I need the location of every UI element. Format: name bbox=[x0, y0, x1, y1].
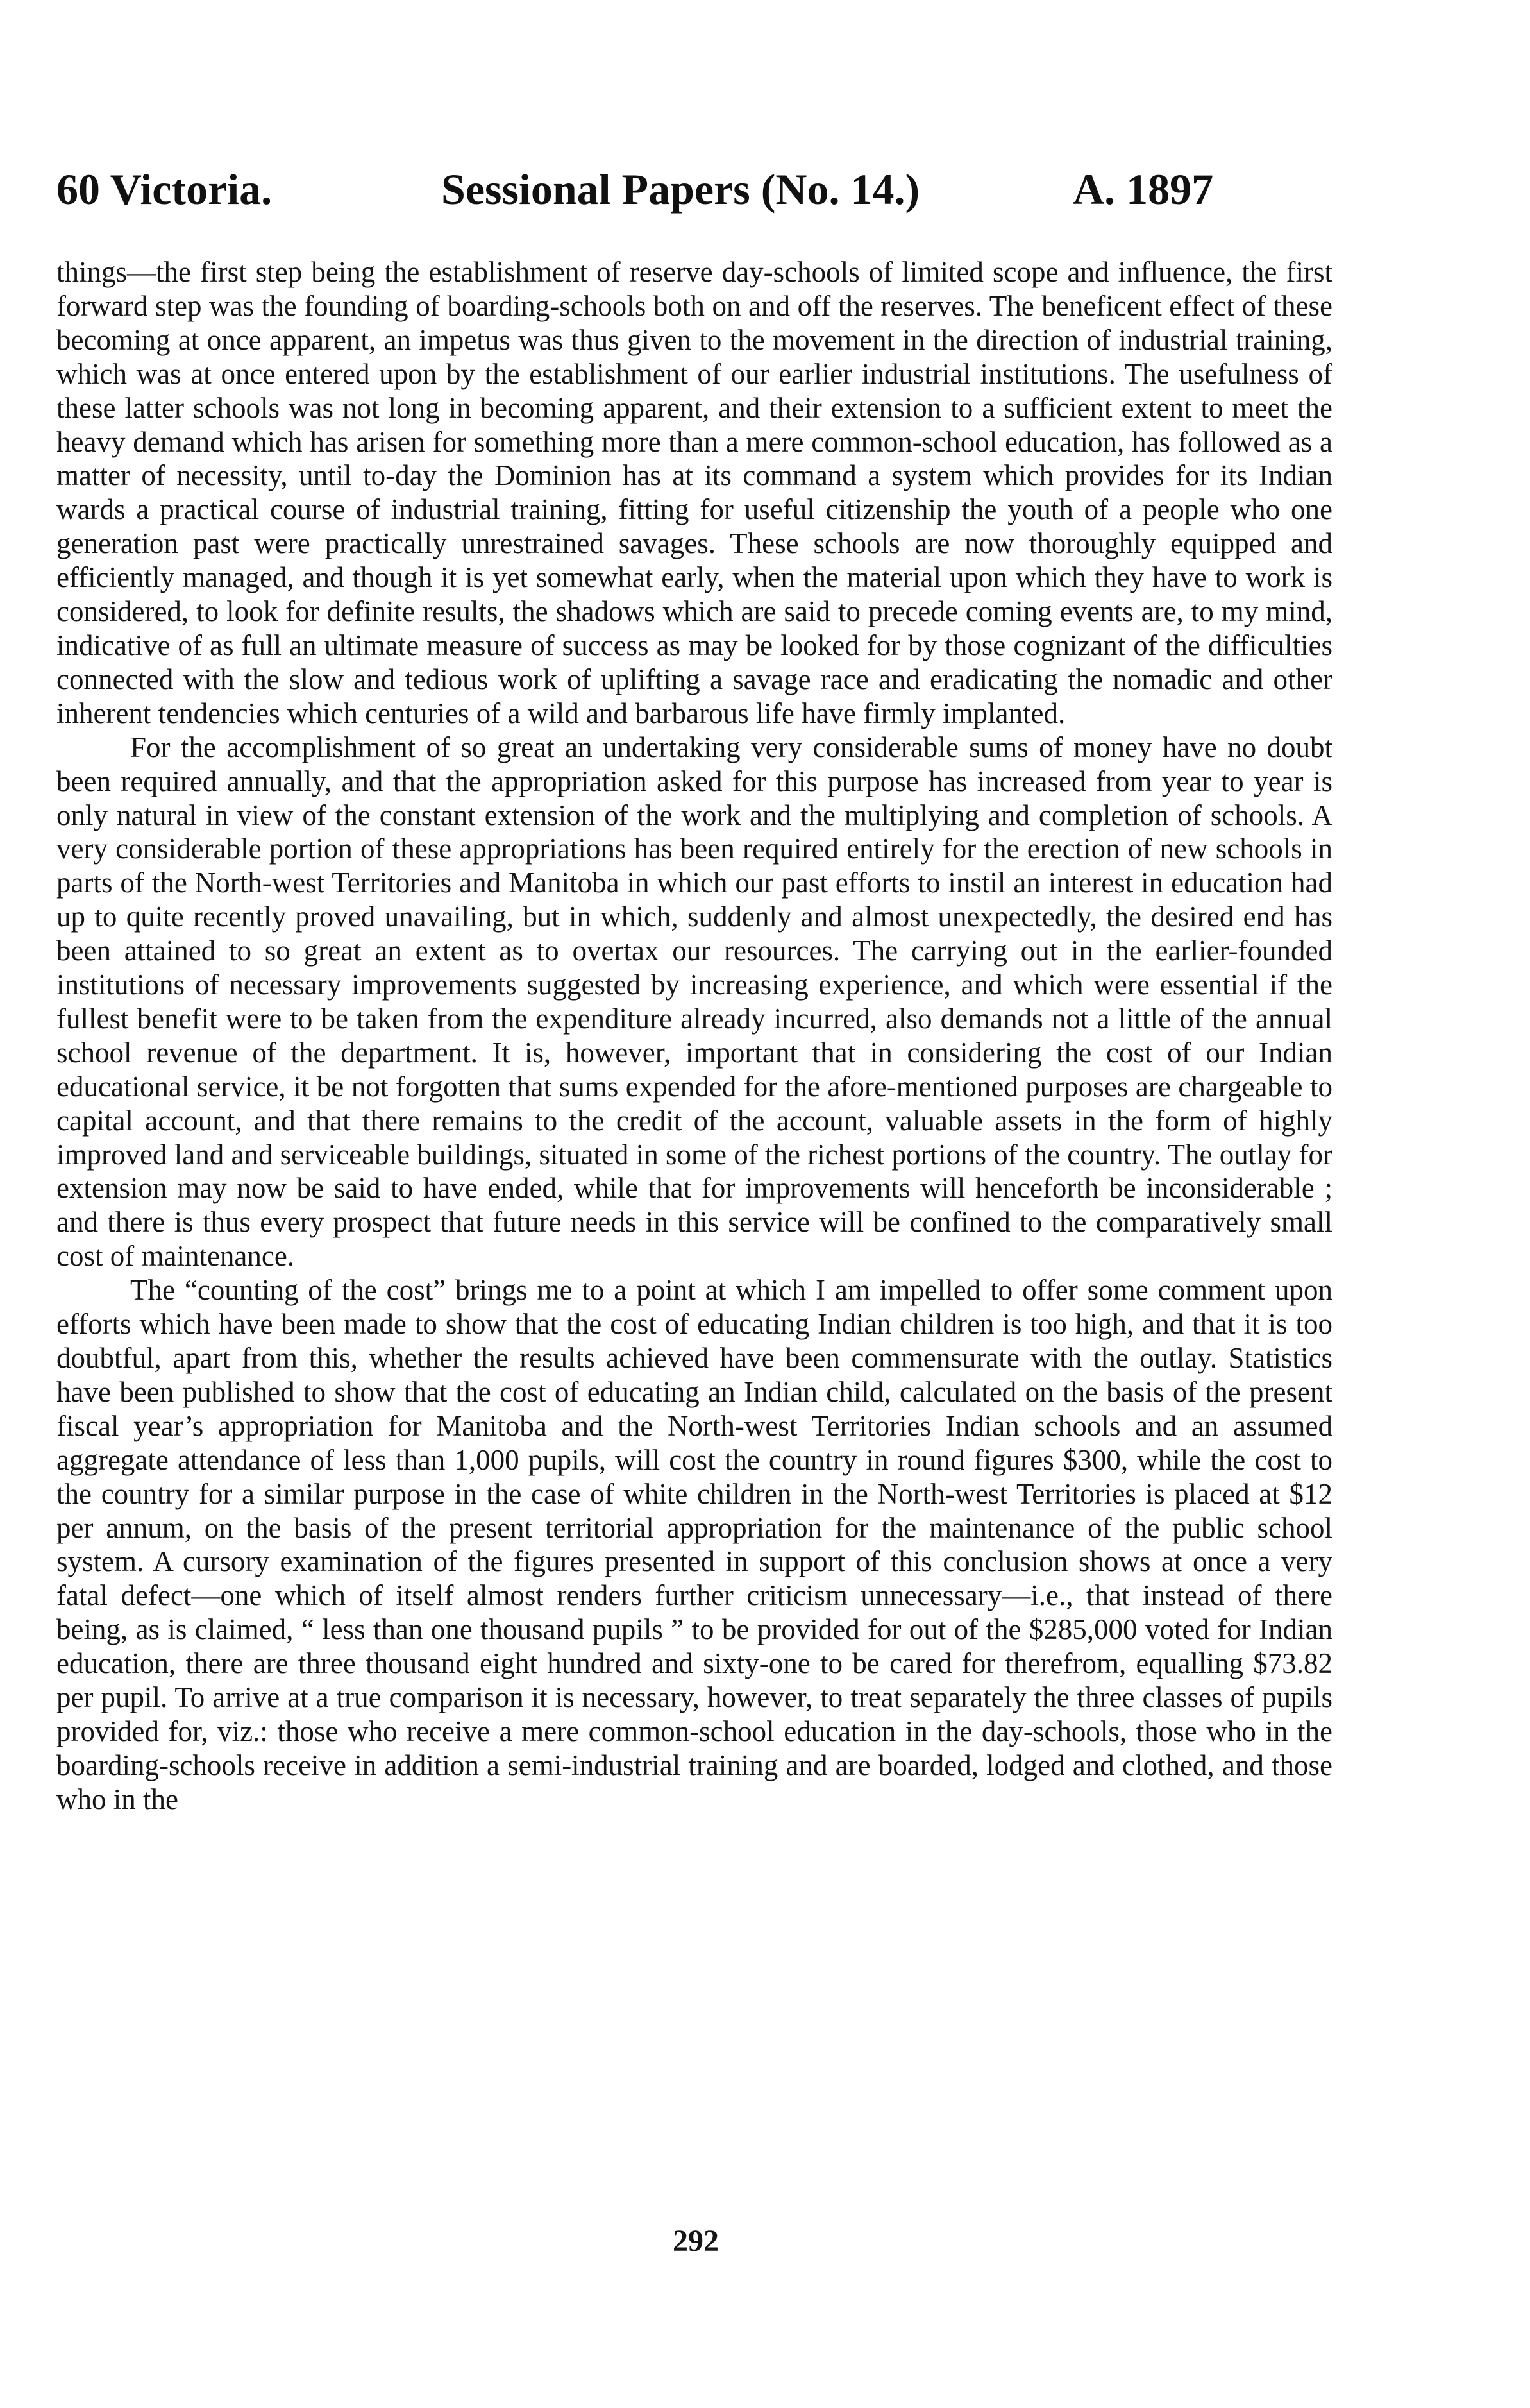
header-year: A. 1897 bbox=[1073, 165, 1214, 214]
running-header bbox=[56, 160, 1339, 218]
body-text bbox=[56, 255, 1332, 1817]
paragraph-3: The “counting of the cost” brings me to a point at which I am impelled to offer some comment upon efforts which have been made to show that the cost of educating Indian children is too high, and that it is too doubtful, apart from this, whether the results achieved have been commensurate with the outlay. Statistics have been published to show that the cost of educating an Indian child, calculated on the basis of the present fiscal year’s appropriation for Manitoba and the North-west Territories Indian schools and an assumed aggregate attendance of less than 1,000 pupils, will cost the country in round figures $300, while the cost to the country for a similar purpose in the case of white children in the North-west Territories is placed at $12 per annum, on the basis of the present territorial appropriation for the maintenance of the public school system. A cursory examination of the figures presented in support of this conclusion shows at once a very fatal defect—one which of itself almost renders further criticism unnecessary—i.e., that instead of there being, as is claimed, “ less than one thousand pupils ” to be provided for out of the $285,000 voted for Indian education, there are three thousand eight hundred and sixty-one to be cared for therefrom, equalling $73.82 per pupil. To arrive at a true comparison it is necessary, however, to treat separately the three classes of pupils provided for, viz.: those who receive a mere common-school education in the day-schools, those who in the boarding-schools receive in addition a semi-industrial training and are boarded, lodged and clothed, and those who in the bbox=[56, 1274, 1332, 1815]
page-number: 292 bbox=[673, 2224, 719, 2258]
paragraph-1: things—the first step being the establishment of reserve day-schools of limited scope and influence, the first forward step was the founding of boarding-schools both on and off the reserves. The beneficent effect of these becoming at once apparent, an impetus was thus given to the movement in the direction of industrial training, which was at once entered upon by the establishment of our earlier industrial institutions. The usefulness of these latter schools was not long in becoming apparent, and their extension to a sufficient extent to meet the heavy demand which has arisen for something more than a mere common-school education, has followed as a matter of necessity, until to-day the Dominion has at its command a system which provides for its Indian wards a practical course of industrial training, fitting for useful citizenship the youth of a people who one generation past were practically unrestrained savages. These schools are now thoroughly equipped and efficiently managed, and though it is yet somewhat early, when the material upon which they have to work is considered, to look for definite results, the shadows which are said to precede coming events are, to my mind, indicative of as full an ultimate measure of success as may be looked for by those cognizant of the difficulties connected with the slow and tedious work of uplifting a savage race and eradicating the nomadic and other inherent tendencies which centuries of a wild and barbarous life have firmly implanted. bbox=[56, 256, 1332, 729]
header-sessional-papers: Sessional Papers (No. 14.) bbox=[441, 165, 920, 214]
paragraph-2: For the accomplishment of so great an undertaking very considerable sums of money have no doubt been required annually, and that the appropriation asked for this purpose has increased from year to year is only natural in view of the constant extension of the work and the multiplying and completion of schools. A very considerable portion of these appropriations has been required entirely for the erection of new schools in parts of the North-west Territories and Manitoba in which our past efforts to instil an interest in education had up to quite recently proved unavailing, but in which, suddenly and almost unexpectedly, the desired end has been attained to so great an extent as to overtax our resources. The carrying out in the earlier-founded institutions of necessary improvements suggested by increasing experience, and which were essential if the fullest benefit were to be taken from the expenditure already incurred, also demands not a little of the annual school revenue of the department. It is, however, important that in considering the cost of our Indian educational service, it be not forgotten that sums expended for the afore-mentioned purposes are chargeable to capital account, and that there remains to the credit of the account, valuable assets in the form of highly improved land and serviceable buildings, situated in some of the richest portions of the country. The outlay for extension may now be said to have ended, while that for improvements will henceforth be inconsiderable ; and there is thus every prospect that future needs in this service will be confined to the comparatively small cost of maintenance. bbox=[56, 731, 1332, 1273]
header-session: 60 Victoria. bbox=[56, 165, 273, 214]
